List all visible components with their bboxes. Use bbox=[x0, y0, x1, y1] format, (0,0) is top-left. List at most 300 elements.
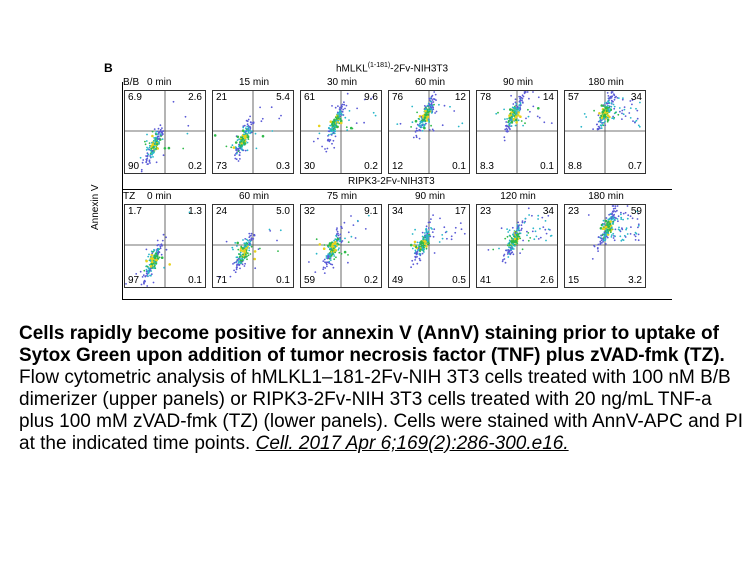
event-dot bbox=[323, 267, 325, 269]
event-dot bbox=[636, 110, 638, 112]
event-dot bbox=[545, 220, 547, 222]
event-dot bbox=[427, 116, 430, 119]
event-dot bbox=[507, 231, 509, 233]
event-dot bbox=[140, 157, 142, 159]
event-dot bbox=[252, 122, 254, 124]
event-dot bbox=[521, 224, 523, 226]
event-dot bbox=[601, 122, 603, 124]
event-dot bbox=[607, 92, 609, 94]
scatter-plot bbox=[212, 191, 294, 288]
event-dot bbox=[308, 261, 310, 263]
quadrant-value-ur: 59 bbox=[630, 206, 642, 217]
event-dot bbox=[425, 108, 427, 110]
event-dot bbox=[625, 115, 627, 117]
event-dot bbox=[522, 101, 524, 103]
event-dot bbox=[344, 251, 347, 254]
event-dot bbox=[333, 129, 335, 131]
event-dot bbox=[413, 137, 415, 139]
event-dot bbox=[248, 132, 250, 134]
event-dot bbox=[614, 219, 616, 221]
event-dot bbox=[417, 249, 419, 251]
event-dot bbox=[424, 105, 426, 107]
event-dot bbox=[605, 239, 607, 241]
event-dot bbox=[344, 222, 346, 224]
event-dot bbox=[598, 126, 600, 128]
quadrant-value-lr: 0.2 bbox=[364, 161, 378, 172]
event-dot bbox=[624, 106, 626, 108]
event-dot bbox=[330, 120, 333, 123]
event-dot bbox=[537, 215, 539, 217]
event-dot bbox=[337, 233, 339, 235]
event-dot bbox=[150, 154, 152, 156]
event-dot bbox=[316, 253, 318, 255]
event-dot bbox=[149, 142, 151, 144]
event-dot bbox=[157, 249, 159, 251]
event-dot bbox=[427, 240, 429, 242]
event-dot bbox=[248, 247, 250, 249]
event-dot bbox=[621, 118, 623, 120]
event-dot bbox=[509, 240, 511, 242]
event-dot bbox=[520, 100, 522, 102]
event-dot bbox=[427, 111, 429, 113]
event-dot bbox=[630, 107, 632, 109]
event-dot bbox=[253, 234, 255, 236]
event-dot bbox=[351, 236, 353, 238]
event-dot bbox=[516, 234, 518, 236]
event-dot bbox=[340, 117, 342, 119]
event-dot bbox=[615, 205, 617, 207]
event-dot bbox=[239, 256, 241, 258]
event-dot bbox=[519, 108, 521, 110]
event-dot bbox=[226, 146, 228, 148]
event-dot bbox=[332, 243, 335, 246]
event-dot bbox=[620, 240, 622, 242]
event-dot bbox=[145, 143, 147, 145]
event-dot bbox=[151, 273, 153, 275]
event-dot bbox=[509, 108, 512, 111]
event-dot bbox=[526, 231, 528, 233]
event-dot bbox=[607, 109, 609, 111]
event-dot bbox=[363, 122, 365, 124]
event-dot bbox=[243, 134, 245, 136]
event-dot bbox=[246, 133, 248, 135]
event-dot bbox=[240, 136, 242, 138]
event-dot bbox=[511, 116, 513, 118]
event-dot bbox=[525, 118, 527, 120]
event-dot bbox=[532, 231, 534, 233]
quadrant-value-ur: 34 bbox=[542, 206, 554, 217]
event-dot bbox=[396, 123, 398, 125]
event-dot bbox=[248, 125, 250, 127]
event-dot bbox=[420, 130, 422, 132]
event-dot bbox=[520, 102, 522, 104]
event-dot bbox=[551, 235, 553, 237]
event-dot bbox=[522, 98, 524, 100]
event-dot bbox=[154, 149, 156, 151]
event-dot bbox=[507, 130, 509, 132]
event-dot bbox=[638, 234, 640, 236]
quadrant-value-ll: 59 bbox=[304, 275, 316, 286]
quadrant-value-ul: 32 bbox=[304, 206, 316, 217]
event-dot bbox=[504, 129, 506, 131]
event-dot bbox=[508, 251, 510, 253]
event-dot bbox=[341, 114, 343, 116]
event-dot bbox=[271, 106, 273, 108]
event-dot bbox=[509, 113, 511, 115]
event-dot bbox=[241, 144, 243, 146]
event-dot bbox=[540, 237, 542, 239]
event-dot bbox=[161, 243, 163, 245]
event-dot bbox=[612, 222, 614, 224]
event-dot bbox=[326, 255, 328, 257]
event-dot bbox=[539, 228, 541, 230]
event-dot bbox=[428, 121, 430, 123]
event-dot bbox=[230, 276, 232, 278]
event-dot bbox=[422, 253, 424, 255]
event-dot bbox=[431, 98, 433, 100]
event-dot bbox=[512, 110, 514, 112]
event-dot bbox=[242, 239, 244, 241]
event-dot bbox=[428, 119, 430, 121]
event-dot bbox=[328, 246, 330, 248]
scatter-plot bbox=[476, 77, 558, 174]
event-dot bbox=[615, 211, 617, 213]
event-dot bbox=[162, 138, 164, 140]
scatter-plot bbox=[388, 77, 470, 174]
event-dot bbox=[158, 133, 160, 135]
event-dot bbox=[603, 124, 605, 126]
event-dot bbox=[412, 233, 414, 235]
quadrant-value-lr: 3.2 bbox=[628, 275, 642, 286]
event-dot bbox=[603, 220, 605, 222]
event-dot bbox=[375, 115, 377, 117]
event-dot bbox=[339, 108, 341, 110]
event-dot bbox=[635, 236, 637, 238]
event-dot bbox=[425, 123, 427, 125]
event-dot bbox=[521, 120, 523, 122]
event-dot bbox=[255, 133, 257, 135]
event-dot bbox=[601, 237, 603, 239]
quadrant-value-ul: 1.7 bbox=[128, 206, 142, 217]
event-dot bbox=[537, 218, 539, 220]
event-dot bbox=[618, 215, 620, 217]
event-dot bbox=[248, 127, 250, 129]
event-dot bbox=[324, 244, 326, 246]
event-dot bbox=[518, 119, 520, 121]
event-dot bbox=[251, 233, 253, 235]
event-dot bbox=[607, 114, 610, 117]
event-dot bbox=[511, 121, 514, 124]
event-dot bbox=[149, 145, 151, 147]
event-dot bbox=[506, 125, 508, 127]
quadrant-value-ll: 97 bbox=[128, 275, 140, 286]
event-dot bbox=[627, 205, 629, 207]
event-dot bbox=[246, 258, 248, 260]
event-dot bbox=[324, 272, 326, 274]
event-dot bbox=[247, 123, 249, 125]
event-dot bbox=[432, 214, 434, 216]
event-dot bbox=[152, 131, 154, 133]
event-dot bbox=[141, 169, 143, 171]
event-dot bbox=[614, 217, 616, 219]
event-dot bbox=[426, 231, 428, 233]
event-dot bbox=[245, 150, 247, 152]
event-dot bbox=[438, 104, 440, 106]
figure-caption bbox=[19, 323, 749, 455]
event-dot bbox=[185, 116, 187, 118]
event-dot bbox=[151, 261, 154, 264]
event-dot bbox=[250, 121, 252, 123]
event-dot bbox=[241, 139, 243, 141]
event-dot bbox=[146, 147, 148, 149]
event-dot bbox=[336, 118, 338, 120]
event-dot bbox=[609, 228, 612, 231]
event-dot bbox=[512, 238, 514, 240]
event-dot bbox=[236, 256, 238, 258]
event-dot bbox=[337, 113, 339, 115]
event-dot bbox=[411, 260, 413, 262]
event-dot bbox=[522, 248, 524, 250]
event-dot bbox=[430, 106, 432, 108]
event-dot bbox=[245, 243, 247, 245]
event-dot bbox=[611, 213, 613, 215]
event-dot bbox=[630, 226, 632, 228]
citation-link[interactable]: Cell. 2017 Apr 6;169(2):286-300.e16. bbox=[255, 433, 569, 454]
event-dot bbox=[339, 107, 341, 109]
event-dot bbox=[156, 245, 158, 247]
event-dot bbox=[618, 97, 620, 99]
event-dot bbox=[149, 161, 151, 163]
event-dot bbox=[613, 214, 615, 216]
scatter-plot bbox=[300, 191, 382, 288]
event-dot bbox=[495, 113, 497, 115]
event-dot bbox=[233, 146, 236, 149]
event-dot bbox=[421, 127, 423, 129]
event-dot bbox=[333, 267, 335, 269]
event-dot bbox=[606, 110, 608, 112]
event-dot bbox=[240, 262, 242, 264]
quadrant-value-ll: 8.8 bbox=[568, 161, 582, 172]
event-dot bbox=[604, 121, 606, 123]
event-dot bbox=[146, 140, 148, 142]
event-dot bbox=[638, 239, 640, 241]
event-dot bbox=[502, 261, 504, 263]
quadrant-value-ll: 71 bbox=[216, 275, 228, 286]
event-dot bbox=[330, 125, 332, 127]
event-dot bbox=[515, 98, 517, 100]
event-dot bbox=[428, 109, 430, 111]
event-dot bbox=[334, 238, 336, 240]
quadrant-value-lr: 0.5 bbox=[452, 275, 466, 286]
event-dot bbox=[623, 113, 625, 115]
event-dot bbox=[244, 142, 247, 145]
event-dot bbox=[608, 95, 610, 97]
event-dot bbox=[162, 240, 164, 242]
event-dot bbox=[149, 270, 151, 272]
time-label: 60 min bbox=[238, 191, 269, 202]
event-dot bbox=[532, 91, 534, 93]
event-dot bbox=[512, 246, 514, 248]
quadrant-value-ll: 49 bbox=[392, 275, 404, 286]
event-dot bbox=[373, 112, 375, 114]
event-dot bbox=[232, 144, 234, 146]
event-dot bbox=[150, 150, 152, 152]
row-separator bbox=[122, 189, 672, 190]
event-dot bbox=[414, 253, 416, 255]
event-dot bbox=[153, 137, 155, 139]
event-dot bbox=[611, 102, 613, 104]
event-dot bbox=[163, 234, 165, 236]
event-dot bbox=[338, 244, 340, 246]
event-dot bbox=[611, 117, 613, 119]
event-dot bbox=[613, 210, 615, 212]
quadrant-value-ur: 9.1 bbox=[364, 206, 378, 217]
event-dot bbox=[246, 244, 248, 246]
event-dot bbox=[160, 246, 162, 248]
event-dot bbox=[317, 138, 319, 140]
event-dot bbox=[153, 282, 155, 284]
event-dot bbox=[244, 137, 247, 140]
event-dot bbox=[528, 214, 530, 216]
event-dot bbox=[592, 258, 594, 260]
event-dot bbox=[248, 254, 250, 256]
event-dot bbox=[333, 258, 335, 260]
event-dot bbox=[506, 250, 508, 252]
event-dot bbox=[608, 102, 610, 104]
event-dot bbox=[146, 285, 148, 287]
event-dot bbox=[125, 283, 127, 285]
x-axis-line bbox=[122, 299, 672, 300]
event-dot bbox=[335, 107, 337, 109]
event-dot bbox=[261, 120, 263, 122]
scatter-plot bbox=[564, 77, 646, 174]
event-dot bbox=[158, 251, 160, 253]
quadrant-value-ll: 30 bbox=[304, 161, 316, 172]
event-dot bbox=[607, 105, 609, 107]
event-dot bbox=[334, 241, 337, 244]
event-dot bbox=[165, 236, 167, 238]
event-dot bbox=[342, 111, 344, 113]
event-dot bbox=[441, 234, 443, 236]
event-dot bbox=[515, 236, 517, 238]
event-dot bbox=[236, 265, 238, 267]
event-dot bbox=[518, 96, 520, 98]
event-dot bbox=[239, 260, 241, 262]
event-dot bbox=[153, 260, 155, 262]
event-dot bbox=[350, 215, 352, 217]
event-dot bbox=[428, 235, 430, 237]
event-dot bbox=[630, 117, 632, 119]
event-dot bbox=[504, 238, 506, 240]
caption-title: Cells rapidly become positive for annexin V (AnnV) staining prior to uptake of Sytox Green upon addition of tumor necrosis factor (TNF) plus zVAD-fmk (TZ). bbox=[19, 323, 725, 366]
event-dot bbox=[638, 125, 640, 127]
event-dot bbox=[519, 110, 521, 112]
event-dot bbox=[507, 236, 509, 238]
event-dot bbox=[515, 116, 518, 119]
event-dot bbox=[339, 240, 341, 242]
event-dot bbox=[599, 128, 601, 130]
event-dot bbox=[154, 265, 156, 267]
event-dot bbox=[416, 251, 418, 253]
event-dot bbox=[635, 108, 637, 110]
event-dot bbox=[342, 104, 344, 106]
event-dot bbox=[617, 218, 619, 220]
time-label: 180 min bbox=[588, 191, 624, 202]
event-dot bbox=[356, 122, 358, 124]
event-dot bbox=[235, 271, 237, 273]
event-dot bbox=[422, 232, 424, 234]
event-dot bbox=[428, 222, 430, 224]
event-dot bbox=[627, 218, 629, 220]
event-dot bbox=[426, 119, 429, 122]
event-dot bbox=[442, 238, 444, 240]
event-dot bbox=[528, 240, 530, 242]
event-dot bbox=[143, 270, 145, 272]
event-dot bbox=[599, 121, 601, 123]
event-dot bbox=[603, 115, 606, 118]
event-dot bbox=[431, 104, 433, 106]
event-dot bbox=[239, 152, 241, 154]
scatter-plot bbox=[388, 191, 470, 288]
event-dot bbox=[248, 250, 250, 252]
quadrant-value-ul: 6.9 bbox=[128, 92, 142, 103]
event-dot bbox=[161, 127, 163, 129]
quadrant-value-ul: 23 bbox=[480, 206, 492, 217]
event-dot bbox=[514, 245, 516, 247]
event-dot bbox=[433, 228, 435, 230]
event-dot bbox=[419, 258, 421, 260]
event-dot bbox=[254, 250, 257, 253]
event-dot bbox=[434, 112, 436, 114]
event-dot bbox=[516, 224, 518, 226]
event-dot bbox=[421, 121, 423, 123]
event-dot bbox=[602, 225, 604, 227]
event-dot bbox=[347, 262, 349, 264]
event-dot bbox=[239, 158, 241, 160]
event-dot bbox=[314, 271, 316, 273]
treatment-label: TZ bbox=[123, 191, 136, 202]
event-dot bbox=[340, 122, 343, 125]
event-dot bbox=[242, 250, 245, 253]
event-dot bbox=[232, 263, 234, 265]
event-dot bbox=[627, 214, 629, 216]
event-dot bbox=[621, 113, 623, 115]
event-dot bbox=[247, 149, 249, 151]
event-dot bbox=[601, 111, 604, 114]
event-dot bbox=[347, 93, 349, 95]
event-dot bbox=[543, 121, 545, 123]
event-dot bbox=[537, 107, 540, 110]
event-dot bbox=[537, 116, 539, 118]
event-dot bbox=[418, 244, 420, 246]
event-dot bbox=[333, 125, 335, 127]
event-dot bbox=[244, 265, 246, 267]
event-dot bbox=[411, 106, 413, 108]
quadrant-value-ll: 8.3 bbox=[480, 161, 494, 172]
event-dot bbox=[597, 250, 599, 252]
event-dot bbox=[507, 244, 509, 246]
scatter-plot bbox=[123, 191, 206, 288]
event-dot bbox=[148, 254, 150, 256]
panel-letter: B bbox=[104, 61, 113, 75]
time-label: 0 min bbox=[147, 191, 172, 202]
event-dot bbox=[235, 149, 237, 151]
event-dot bbox=[545, 240, 547, 242]
event-dot bbox=[622, 219, 624, 221]
event-dot bbox=[325, 151, 327, 153]
event-dot bbox=[509, 244, 511, 246]
event-dot bbox=[505, 121, 507, 123]
